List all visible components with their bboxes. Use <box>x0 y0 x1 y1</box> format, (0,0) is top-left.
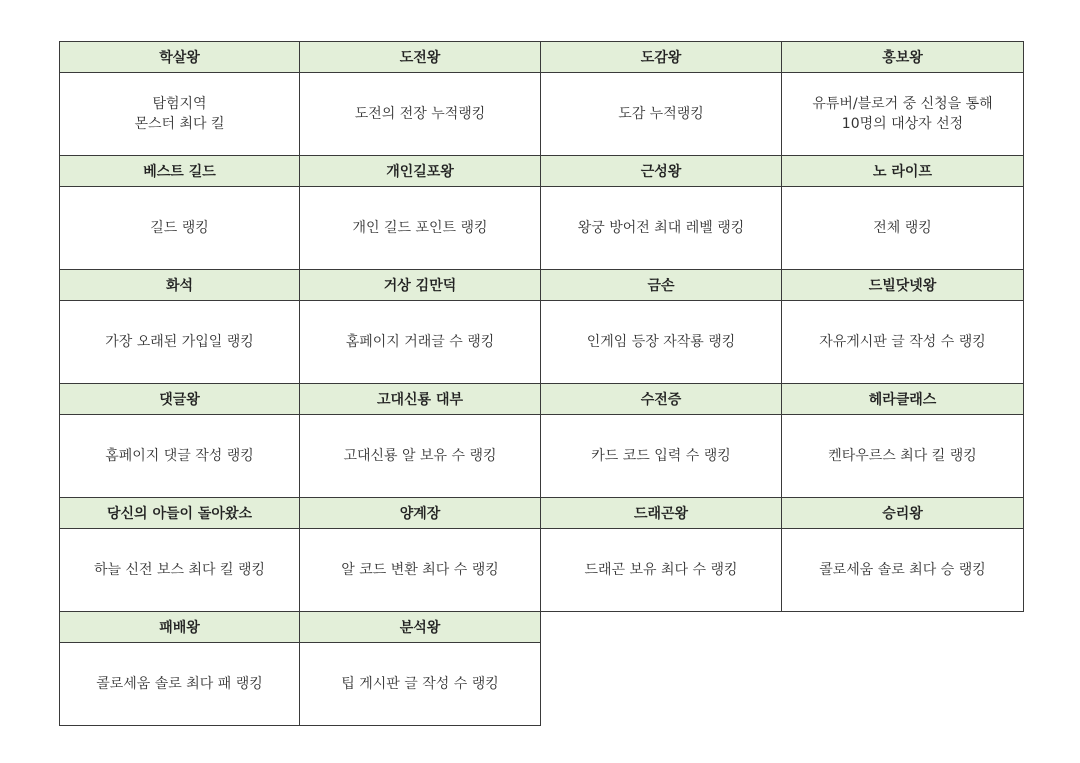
award-title: 당신의 아들이 돌아왔소 <box>60 498 299 529</box>
award-block <box>782 156 1024 270</box>
award-description: 팁 게시판 글 작성 수 랭킹 <box>341 676 499 692</box>
award-description: 자유게시판 글 작성 수 랭킹 <box>819 334 986 350</box>
award-title: 드래곤왕 <box>541 498 781 529</box>
award-title: 화석 <box>60 270 299 301</box>
award-title: 금손 <box>541 270 781 301</box>
award-description: 카드 코드 입력 수 랭킹 <box>591 448 731 464</box>
award-block <box>300 156 541 270</box>
award-description: 하늘 신전 보스 최다 킬 랭킹 <box>93 562 265 578</box>
award-block <box>59 41 300 156</box>
award-block <box>59 384 300 498</box>
award-description: 콜로세움 솔로 최다 승 랭킹 <box>819 562 986 578</box>
award-block <box>782 384 1024 498</box>
award-description: 왕궁 방어전 최대 레벨 랭킹 <box>577 220 745 236</box>
award-title: 승리왕 <box>782 498 1023 529</box>
award-description: 홈페이지 댓글 작성 랭킹 <box>105 448 254 464</box>
award-description: 유튜버/블로거 중 신청을 통해 10명의 대상자 선정 <box>812 96 993 132</box>
award-description: 도감 누적랭킹 <box>618 106 704 122</box>
award-description: 도전의 전장 누적랭킹 <box>354 106 486 122</box>
award-block <box>782 41 1024 156</box>
award-title: 양계장 <box>300 498 540 529</box>
award-title: 고대신룡 대부 <box>300 384 540 415</box>
award-title: 베스트 길드 <box>60 156 299 187</box>
award-title: 드빌닷넷왕 <box>782 270 1023 301</box>
award-title: 댓글왕 <box>60 384 299 415</box>
award-title: 홍보왕 <box>782 42 1023 73</box>
award-description: 가장 오래된 가입일 랭킹 <box>105 334 254 350</box>
award-description: 전체 랭킹 <box>873 220 932 236</box>
award-block <box>541 41 782 156</box>
award-description: 콜로세움 솔로 최다 패 랭킹 <box>96 676 263 692</box>
award-description: 드래곤 보유 최다 수 랭킹 <box>584 562 738 578</box>
award-block <box>59 156 300 270</box>
empty-cell <box>541 612 782 726</box>
award-title: 학살왕 <box>60 42 299 73</box>
award-description: 켄타우르스 최다 킬 랭킹 <box>828 448 977 464</box>
empty-cell <box>782 612 1024 726</box>
award-title: 분석왕 <box>300 612 540 643</box>
award-title: 노 라이프 <box>782 156 1023 187</box>
award-description: 인게임 등장 자작룡 랭킹 <box>586 334 736 350</box>
award-title: 패배왕 <box>60 612 299 643</box>
award-block <box>300 498 541 612</box>
award-block <box>541 156 782 270</box>
award-title: 도전왕 <box>300 42 540 73</box>
award-block <box>541 384 782 498</box>
award-title: 개인길포왕 <box>300 156 540 187</box>
award-title: 근성왕 <box>541 156 781 187</box>
award-block <box>300 270 541 384</box>
award-block <box>541 270 782 384</box>
award-block <box>541 498 782 612</box>
award-description: 고대신룡 알 보유 수 랭킹 <box>343 448 497 464</box>
award-description: 개인 길드 포인트 랭킹 <box>352 220 488 236</box>
awards-table <box>59 41 1024 726</box>
award-block <box>59 612 300 726</box>
award-block <box>300 41 541 156</box>
award-description: 알 코드 변환 최다 수 랭킹 <box>341 562 499 578</box>
award-description: 탐험지역 몬스터 최다 킬 <box>134 96 225 132</box>
award-block <box>782 498 1024 612</box>
award-block <box>59 270 300 384</box>
award-description: 홈페이지 거래글 수 랭킹 <box>345 334 495 350</box>
award-title: 도감왕 <box>541 42 781 73</box>
award-title: 수전증 <box>541 384 781 415</box>
award-block <box>300 384 541 498</box>
award-description: 길드 랭킹 <box>150 220 209 236</box>
award-block <box>59 498 300 612</box>
award-block <box>782 270 1024 384</box>
award-title: 거상 김만덕 <box>300 270 540 301</box>
award-title: 헤라클래스 <box>782 384 1023 415</box>
award-block <box>300 612 541 726</box>
